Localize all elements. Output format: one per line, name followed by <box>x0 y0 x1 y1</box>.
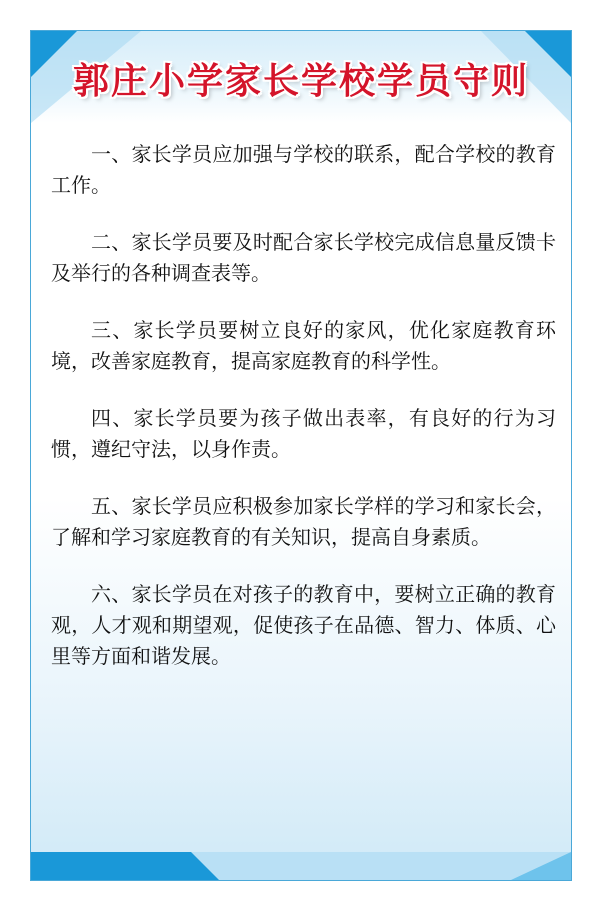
rule-paragraph-5: 五、家长学员应积极参加家长学样的学习和家长会，了解和学习家庭教育的有关知识，提高自身素质。 <box>51 494 556 549</box>
notice-board <box>30 30 572 881</box>
footer-accent-right <box>511 852 571 880</box>
footer-accent-tip <box>191 852 219 880</box>
rule-paragraph-4: 四、家长学员要为孩子做出表率，有良好的行为习惯，遵纪守法，以身作责。 <box>51 406 556 461</box>
page-title: 郭庄小学家长学校学员守则 <box>72 61 529 102</box>
rule-paragraph-6: 六、家长学员在对孩子的教育中，要树立正确的教育观，人才观和期望观，促使孩子在品德、智力、体质、心里等方面和谐发展。 <box>51 582 556 668</box>
rules-content <box>51 139 556 698</box>
rule-paragraph-2: 二、家长学员要及时配合家长学校完成信息量反馈卡及举行的各种调查表等。 <box>51 230 556 285</box>
rule-paragraph-3: 三、家长学员要树立良好的家风，优化家庭教育环境，改善家庭教育，提高家庭教育的科学性。 <box>51 318 556 373</box>
footer-accent-block <box>31 852 191 880</box>
rule-paragraph-1: 一、家长学员应加强与学校的联系，配合学校的教育工作。 <box>51 142 556 197</box>
